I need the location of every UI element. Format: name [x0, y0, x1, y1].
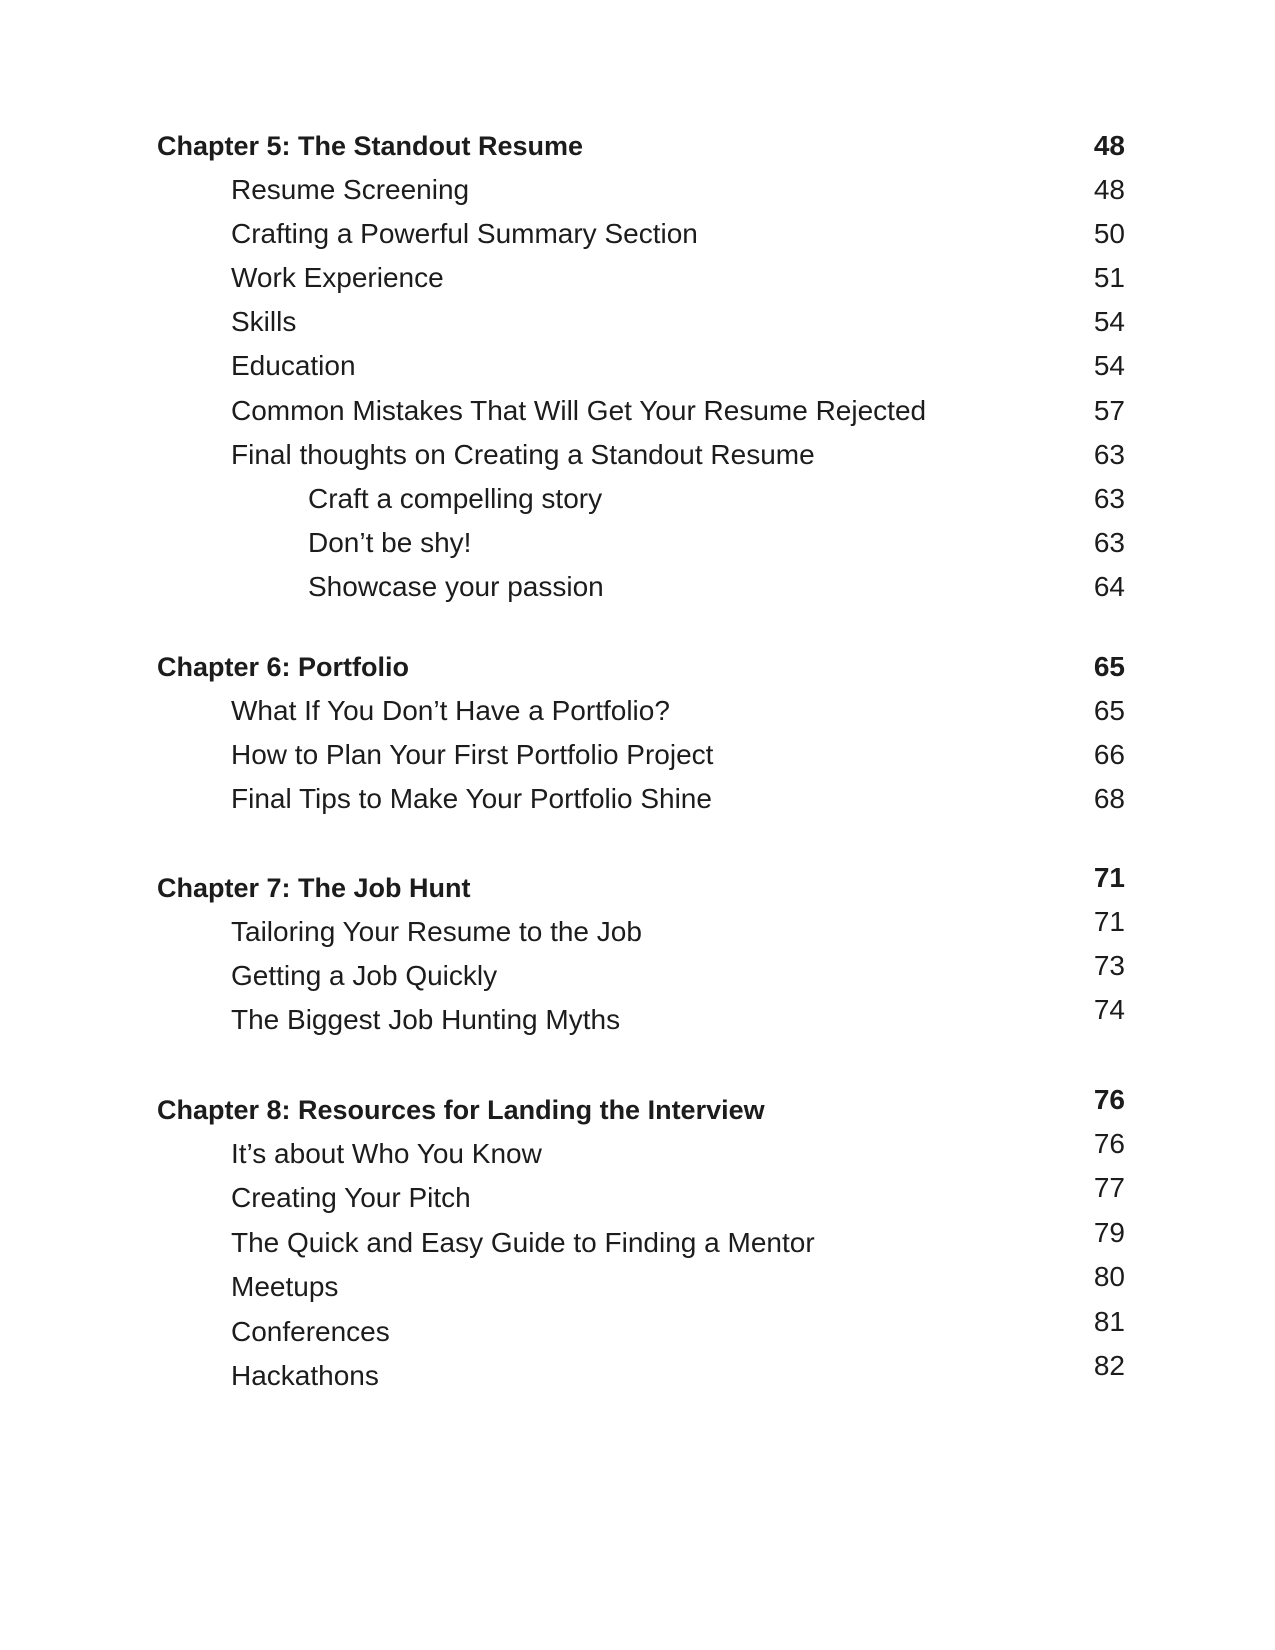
section-title: Work Experience: [231, 262, 444, 293]
page-number: 63: [1093, 439, 1125, 470]
toc-entry[interactable]: [0, 256, 1275, 300]
chapter-title: Chapter 7: The Job Hunt: [157, 873, 471, 903]
page-number: 76: [1093, 1128, 1125, 1159]
section-title: The Biggest Job Hunting Myths: [231, 1004, 621, 1035]
page-number: 68: [1093, 783, 1125, 814]
page-number: 80: [1093, 1261, 1125, 1292]
toc-subentry[interactable]: [0, 477, 1275, 521]
section-title: Resume Screening: [231, 174, 470, 205]
page-number: 66: [1093, 739, 1125, 770]
toc-entry[interactable]: [0, 994, 1275, 1042]
page-number: 48: [1093, 130, 1125, 161]
subsection-title: Showcase your passion: [308, 571, 604, 602]
page-number: 79: [1093, 1217, 1125, 1248]
page-number: 76: [1093, 1084, 1125, 1115]
section-title: Crafting a Powerful Summary Section: [231, 218, 698, 249]
toc-entry[interactable]: [0, 300, 1275, 344]
toc-entry[interactable]: [0, 1172, 1275, 1220]
toc-entry[interactable]: [0, 777, 1275, 821]
subsection-title: Don’t be shy!: [308, 527, 472, 558]
toc-entry[interactable]: [0, 212, 1275, 256]
page-number: 50: [1093, 218, 1125, 249]
page-number: 64: [1093, 571, 1125, 602]
page-number: 77: [1093, 1172, 1125, 1203]
section-title: Meetups: [231, 1271, 339, 1302]
page-number: 71: [1093, 862, 1125, 893]
page-number: 63: [1093, 483, 1125, 514]
toc-entry[interactable]: [0, 389, 1275, 433]
chapter-title: Chapter 8: Resources for Landing the Interview: [157, 1095, 765, 1125]
toc-entry[interactable]: [0, 733, 1275, 777]
chapter-title: Chapter 5: The Standout Resume: [157, 131, 584, 161]
section-title: Hackathons: [231, 1360, 379, 1391]
section-title: Getting a Job Quickly: [231, 960, 498, 991]
section-title: It’s about Who You Know: [231, 1138, 542, 1169]
page-number: 48: [1093, 174, 1125, 205]
toc-entry[interactable]: [0, 1350, 1275, 1398]
page-number: 54: [1093, 306, 1125, 337]
page-number: 65: [1093, 695, 1125, 726]
toc-chapter-5[interactable]: [0, 124, 1275, 168]
page-number: 57: [1093, 395, 1125, 426]
section-title: Final Tips to Make Your Portfolio Shine: [231, 783, 712, 814]
section-title: Common Mistakes That Will Get Your Resume Rejected: [231, 395, 927, 426]
page-number: 73: [1093, 950, 1125, 981]
page-number: 82: [1093, 1350, 1125, 1381]
toc-subentry[interactable]: [0, 565, 1275, 609]
toc-entry[interactable]: [0, 344, 1275, 388]
toc-entry[interactable]: [0, 1261, 1275, 1309]
section-title: What If You Don’t Have a Portfolio?: [231, 695, 670, 726]
toc-entry[interactable]: [0, 906, 1275, 954]
toc-entry[interactable]: [0, 433, 1275, 477]
section-title: How to Plan Your First Portfolio Project: [231, 739, 714, 770]
section-title: Conferences: [231, 1316, 390, 1347]
page-number: 81: [1093, 1306, 1125, 1337]
toc-entry[interactable]: [0, 950, 1275, 998]
section-title: Tailoring Your Resume to the Job: [231, 916, 642, 947]
toc-entry[interactable]: [0, 689, 1275, 733]
section-title: The Quick and Easy Guide to Finding a Mentor: [231, 1227, 815, 1258]
toc-chapter-6[interactable]: [0, 645, 1275, 689]
page-number: 74: [1093, 994, 1125, 1025]
chapter-title: Chapter 6: Portfolio: [157, 652, 410, 682]
page-number: 51: [1093, 262, 1125, 293]
toc-entry[interactable]: [0, 1128, 1275, 1176]
page-number: 65: [1093, 651, 1125, 682]
toc-entry[interactable]: [0, 168, 1275, 212]
section-title: Skills: [231, 306, 297, 337]
section-title: Education: [231, 350, 356, 381]
toc-subentry[interactable]: [0, 521, 1275, 565]
section-title: Final thoughts on Creating a Standout Resume: [231, 439, 815, 470]
toc-entry[interactable]: [0, 1217, 1275, 1265]
page-number: 54: [1093, 350, 1125, 381]
toc-chapter-8[interactable]: [0, 1084, 1275, 1132]
page-number: 71: [1093, 906, 1125, 937]
page-number: 63: [1093, 527, 1125, 558]
toc-chapter-7[interactable]: [0, 862, 1275, 910]
subsection-title: Craft a compelling story: [308, 483, 603, 514]
section-title: Creating Your Pitch: [231, 1182, 471, 1213]
toc-entry[interactable]: [0, 1306, 1275, 1354]
